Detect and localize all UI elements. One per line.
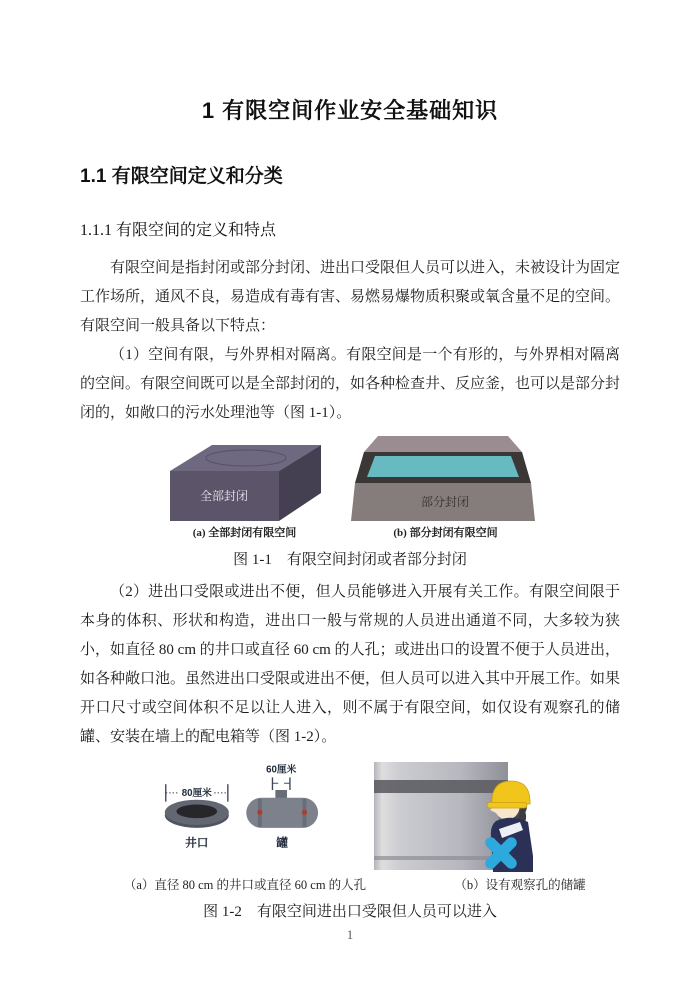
- worker-helmet-brim: [487, 803, 527, 809]
- page-number: 1: [346, 928, 354, 942]
- tank-manhole-neck: [275, 790, 287, 799]
- chapter-title: 1 有限空间作业安全基础知识: [201, 98, 499, 123]
- open-basin-illustration: [348, 433, 543, 523]
- basin-water: [367, 456, 519, 477]
- well-dim-label: 80厘米: [181, 787, 212, 799]
- paragraph-definition: 有限空间是指封闭或部分封闭、进出口受限但人员可以进入，未被设计为固定工作场所，通风不良，易造成有毒有害、易燃易爆物质积聚或氧含量不足的空间。有限空间一般具备以下特点：: [80, 260, 621, 334]
- paragraph-feature-2: （2）进出口受限或进出不便，但人员能够进入开展有关工作。有限空间限于本身的体积、形状和构造，进出口一般与常规的人员进出通道不同，大多较为狭小，如直径 80 cm 的井口或直径 60 cm 的人孔；或进出口的设置不便于人员进出，如各种敞口池。虽然进出口受限或进出不便，但人员可以进入其中开展工作。如果开口尺寸或空间体积不足以让人进入，则不属于有限空间，如仅设有观察孔的储罐、安装在墙上的配电箱等（图 1-2）。: [80, 584, 621, 745]
- tank-red-dot-right: [302, 810, 307, 815]
- figure-1-2-subcaptions: [80, 878, 620, 893]
- tank-dim-label: 60厘米: [266, 764, 297, 776]
- figure-1-1-images: [80, 433, 620, 523]
- tank-label: 罐: [276, 836, 288, 850]
- storage-tank-dark-band: [374, 780, 508, 793]
- figure-1-1: [80, 433, 620, 570]
- figure-1-1-subcaptions: [80, 526, 620, 541]
- section-title: 1.1 有限空间定义和分类: [80, 166, 283, 187]
- figure-1-1-caption-b: (b) 部分封闭有限空间: [393, 527, 498, 539]
- figure-1-1-caption: 图 1-1 有限空间封闭或者部分封闭: [233, 552, 467, 568]
- tank-red-dot-left: [257, 810, 262, 815]
- subsection-title: 1.1.1 有限空间的定义和特点: [80, 222, 277, 239]
- storage-tank-illustration: [374, 760, 546, 875]
- storage-tank-body: [374, 762, 508, 870]
- well-hole: [176, 805, 217, 819]
- box-face-label: 全部封闭: [199, 489, 249, 503]
- paragraph-feature-1: （1）空间有限，与外界相对隔离。有限空间是一个有形的，与外界相对隔离的空间。有限空间既可以是全部封闭的，如各种检查井、反应釜，也可以是部分封闭的，如敞口的污水处理池等（图 1-1）。: [80, 347, 621, 421]
- closed-box-illustration: [157, 433, 332, 523]
- figure-1-2-caption: 图 1-2 有限空间进出口受限但人员可以进入: [203, 904, 497, 920]
- small-tank-body: [246, 798, 318, 828]
- well-label: 井口: [185, 836, 209, 850]
- figure-1-1-caption-a: (a) 全部封闭有限空间: [192, 527, 297, 539]
- figure-1-2-caption-a: （a）直径 80 cm 的井口或直径 60 cm 的人孔: [123, 878, 367, 892]
- figure-1-2-caption-b: （b）设有观察孔的储罐: [454, 878, 586, 892]
- figure-1-2: [80, 758, 620, 922]
- basin-face-label: 部分封闭: [420, 495, 470, 509]
- basin-back-rim: [364, 436, 522, 452]
- figure-1-2-images: [80, 758, 620, 875]
- well-and-tank-illustration: [154, 758, 324, 855]
